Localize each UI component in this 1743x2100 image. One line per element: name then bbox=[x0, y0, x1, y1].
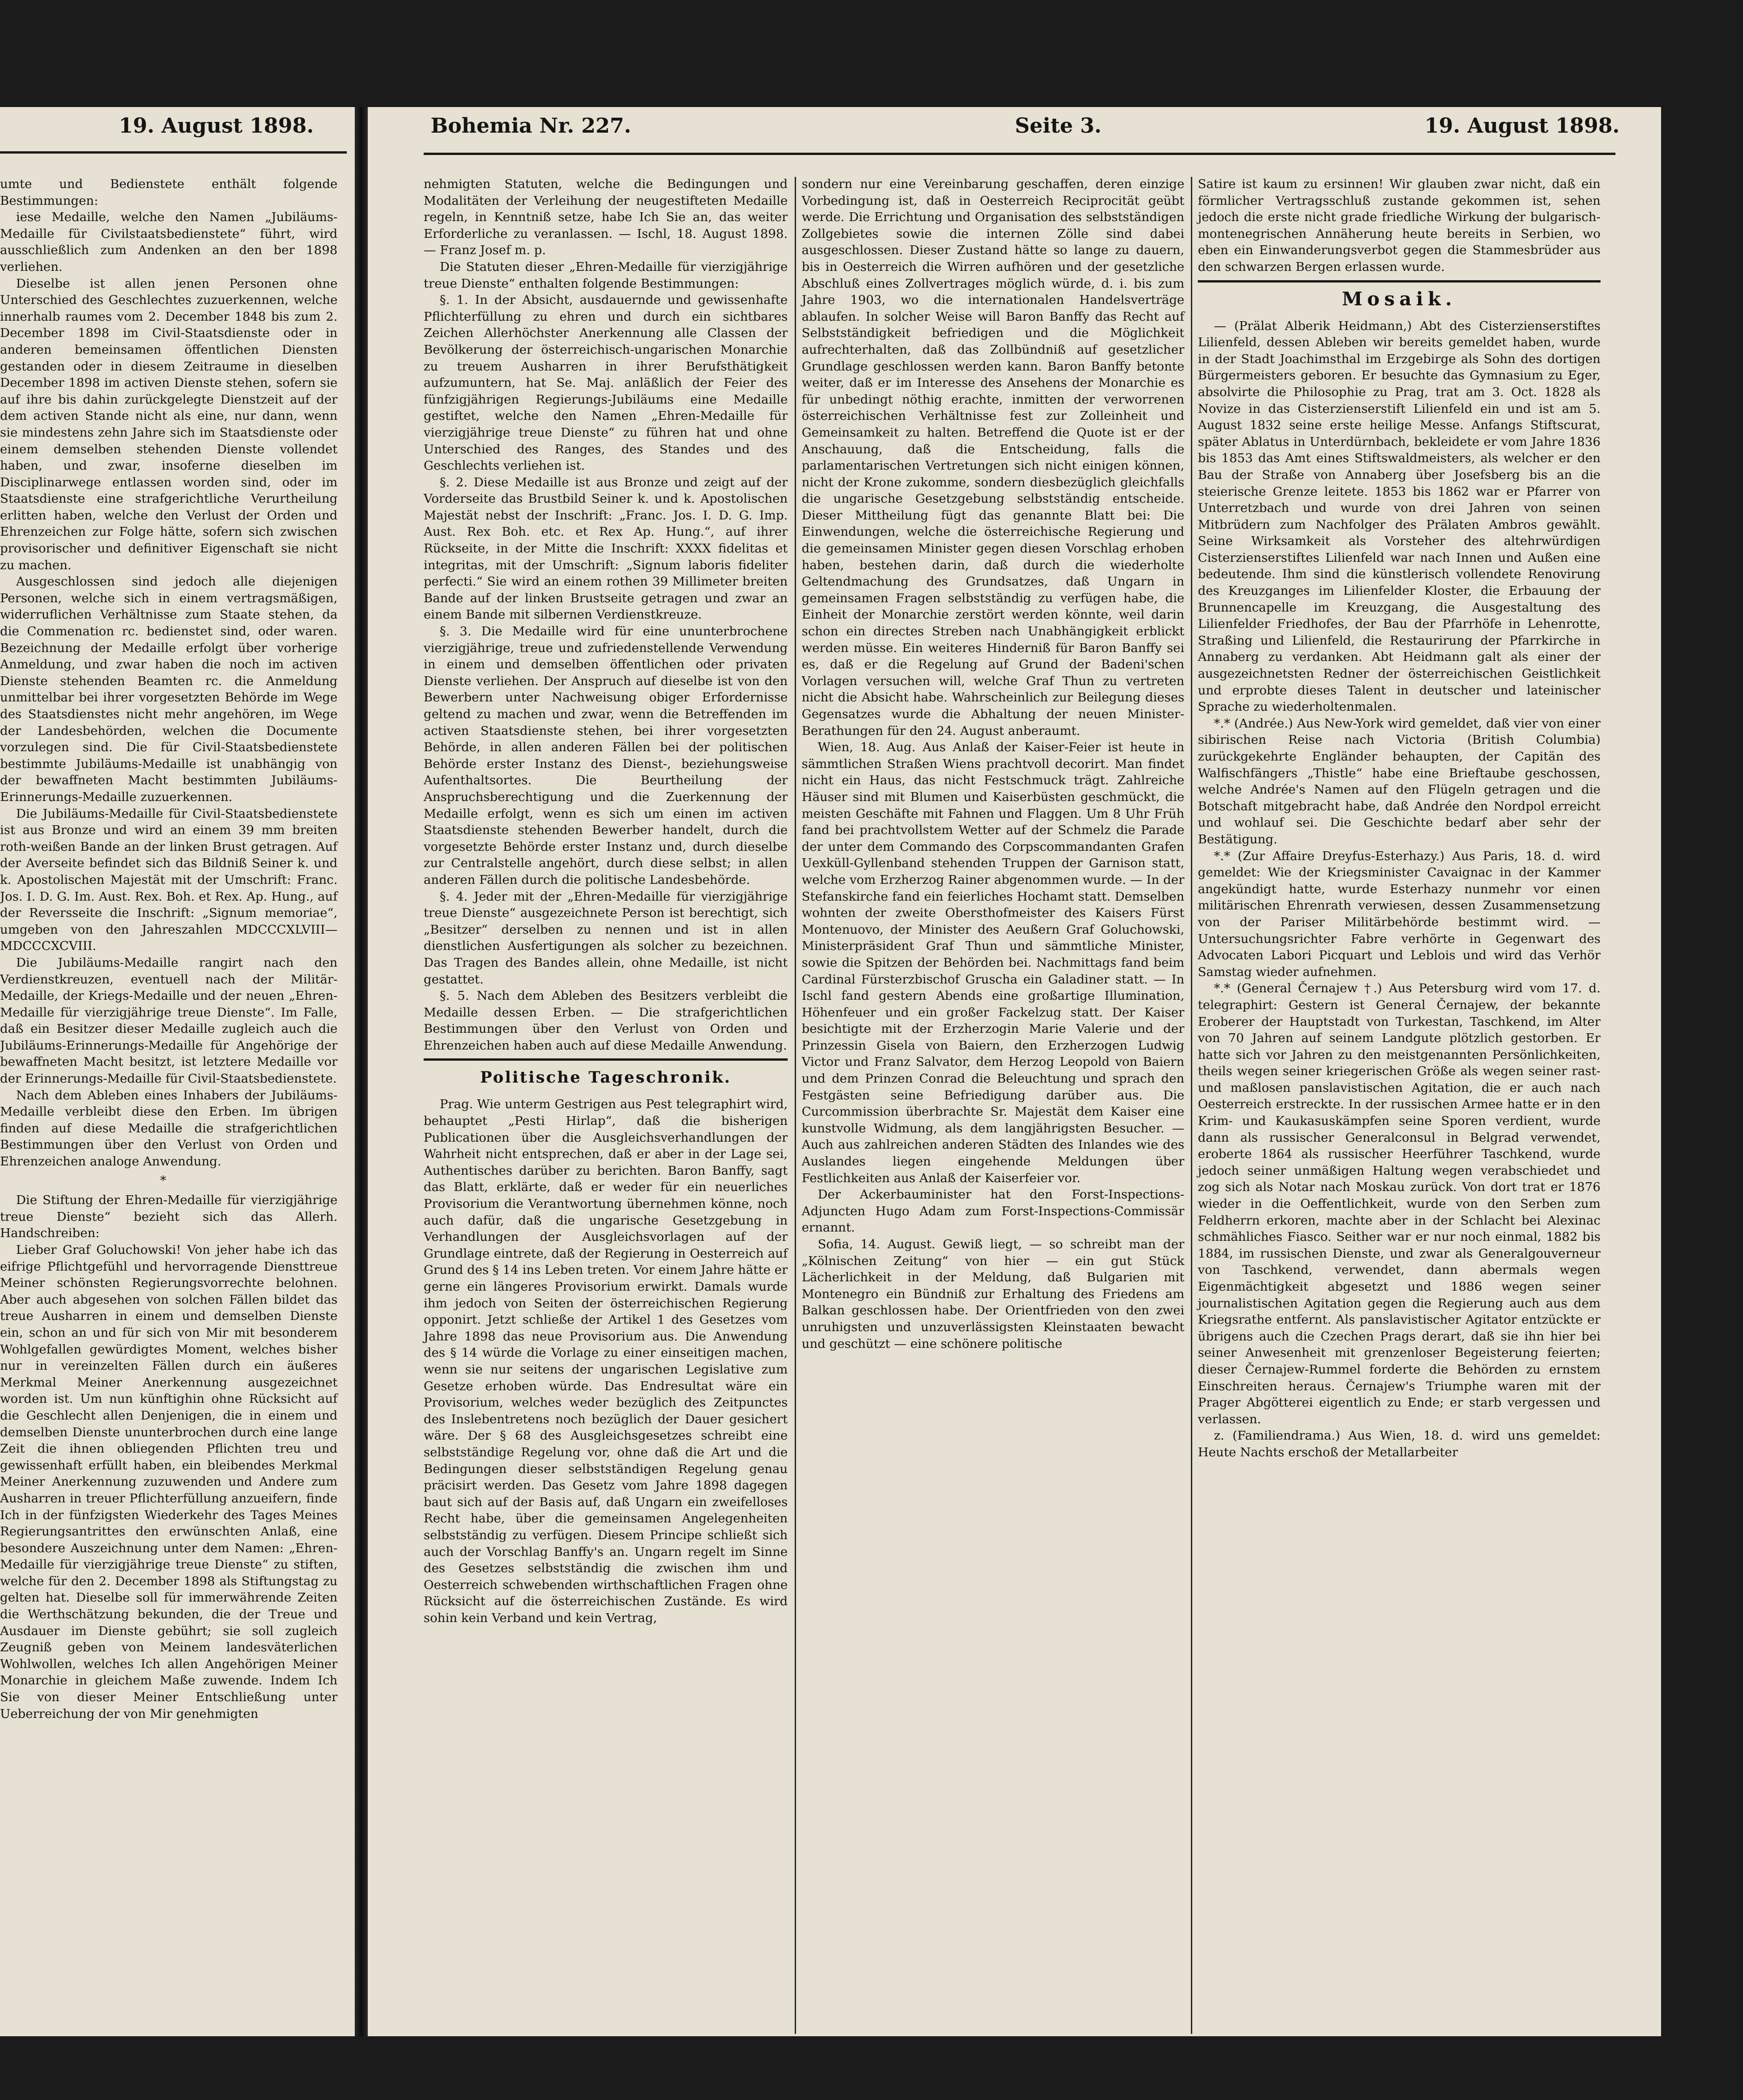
column-rule bbox=[1191, 177, 1192, 2034]
left-header-rule bbox=[0, 151, 347, 154]
header-page-number: Seite 3. bbox=[1015, 114, 1102, 138]
paragraph: Sofia, 14. August. Gewiß liegt, — so schreibt man der „Kölnischen Zeitung“ von hier — ein gut Stück Lächerlichkeit in der Meldung, daß Bulgarien mit Montenegro ein Bündniß zur Erhaltung des Friedens am Balkan geschlossen habe. Der Orientfrieden von den zwei unruhigsten und unzuverlässigsten Kleinstaaten bewacht und geschützt — eine schönere politische bbox=[802, 1237, 1184, 1351]
right-page bbox=[368, 107, 1661, 2036]
header-date: 19. August 1898. bbox=[1425, 114, 1620, 138]
paragraph: §. 2. Diese Medaille ist aus Bronze und zeigt auf der Vorderseite das Brustbild Seiner k. und k. Apostolischen Majestät nebst der Inschrift: „Franc. Jos. I. D. G. Imp. Aust. Rex Boh. etc. et Rex Ap. Hung.“, auf ihrer Rückseite, in der Mitte die Inschrift: XXXX fidelitas et integritas, mit der Umschrift: „Signum laboris fideliter perfecti.“ Sie wird an einem rothen 39 Millimeter breiten Bande auf der linken Brustseite getragen und zwar an einem Bande mit silbernen Verdienstkreuze. bbox=[424, 475, 788, 622]
paragraph: §. 1. In der Absicht, ausdauernde und gewissenhafte Pflichterfüllung zu ehren und durch ein sichtbares Zeichen Allerhöchster Anerkennung alle Classen der Bevölkerung der österreichisch-ungarischen Monarchie zu treuem Ausharren in ihrer Berufsthätigkeit aufzumuntern, hat Se. Maj. anläßlich der Feier des fünfzigjährigen Regierungs-Jubiläums eine Medaille gestiftet, welche den Namen „Ehren-Medaille für vierzigjährige treue Dienste“ zu führen hat und ohne Unterschied des Ranges, des Standes und des Geschlechts verliehen ist. bbox=[424, 293, 788, 473]
paragraph: Prag. Wie unterm Gestrigen aus Pest telegraphirt wird, behauptet „Pesti Hirlap“, daß die bisherigen Publicationen über die Ausgleichsverhandlungen der Wahrheit nicht entsprechen, daß er aber in der Lage sei, Authentisches darüber zu berichten. Baron Banffy, sagt das Blatt, erklärte, daß er weder für ein neuerliches Provisorium die Verantwortung übernehmen könne, noch auch dafür, daß die ungarische Gesetzgebung in Verhandlungen der Ausgleichsvorlagen auf der Grundlage eintrete, daß der Regierung in Oesterreich auf Grund des § 14 ins Leben treten. Vor einem Jahre hätte er gerne ein längeres Provisorium erwirkt. Damals wurde ihm jedoch von Seiten der österreichischen Regierung opponirt. Jetzt schließe der Artikel 1 des Gesetzes vom Jahre 1898 das neue Provisorium aus. Die Anwendung des § 14 würde die Vorlage zu einer einseitigen machen, wenn sie nur seitens der ungarischen Legislative zum Gesetze erhoben würde. Das Endresultat wäre ein Provisorium, welches weder bezüglich des Zeitpunctes des Inslebentretens noch bezüglich der Dauer gesichert wäre. Der § 68 des Ausgleichsgesetzes schreibt eine selbstständige Regelung vor, ohne daß die Art und die Bedingungen dieser selbstständigen Regelung genau präcisirt werden. Das Gesetz vom Jahre 1898 dagegen baut sich auf der Basis auf, daß Ungarn ein zweifelloses Recht habe, über die gemeinsamen Angelegenheiten selbstständig zu verfügen. Diesem Principe schließt sich auch der Vorschlag Banffy's an. Ungarn regelt im Sinne des Gesetzes selbstständig die zwischen ihm und Oesterreich schwebenden wirthschaftlichen Fragen ohne Rücksicht auf die österreichischen Zustände. Es wird sohin kein Verband und kein Vertrag, bbox=[424, 1097, 788, 1625]
paragraph: z. (Familiendrama.) Aus Wien, 18. d. wird uns gemeldet: Heute Nachts erschoß der Metallarbeiter bbox=[1198, 1428, 1601, 1460]
column-1 bbox=[424, 176, 788, 1626]
header-newspaper-issue: Bohemia Nr. 227. bbox=[431, 114, 631, 138]
paragraph: Wien, 18. Aug. Aus Anlaß der Kaiser-Feier ist heute in sämmtlichen Straßen Wiens prachtvoll decorirt. Man findet nicht ein Haus, das nicht Festschmuck trägt. Zahlreiche Häuser sind mit Blumen und Kaiserbüsten geschmückt, die meisten Geschäfte mit Fahnen und Flaggen. Um 8 Uhr Früh fand bei prachtvollstem Wetter auf der Schmelz die Parade der unter dem Commando des Corpscommandanten Grafen Uexküll-Gyllenband stehenden Truppen der Garnison statt, welche vom Erzherzog Rainer abgenommen wurde. — In der Stefanskirche fand ein feierliches Hochamt statt. Demselben wohnten der zweite Obersthofmeister des Kaisers Fürst Montenuovo, der Minister des Aeußern Graf Goluchowski, Ministerpräsident Graf Thun und sämmtliche Minister, sowie die Spitzen der Behörden bei. Nachmittags fand beim Cardinal Fürsterzbischof Gruscha ein Galadiner statt. — In Ischl fand gestern Abends eine großartige Illumination, Höhenfeuer und ein großer Fackelzug statt. Der Kaiser besichtigte mit der Erzherzogin Marie Valerie und der Prinzessin Gisela von Baiern, den Erzherzogen Ludwig Victor und Franz Salvator, dem Herzog Leopold von Baiern und dem Prinzen Conrad die Beleuchtung und sprach den Festgästen seine Befriedigung darüber aus. Die Curcommission überbrachte Sr. Majestät dem Kaiser eine kunstvolle Widmung, als dem langjährigsten Besucher. — Auch aus zahlreichen anderen Städten des Inlandes wie des Auslandes liegen eingehende Meldungen über Festlichkeiten aus Anlaß der Kaiserfeier vor. bbox=[802, 740, 1184, 1185]
left-page bbox=[0, 107, 355, 2036]
paragraph: — (Prälat Alberik Heidmann,) Abt des Cisterzienserstiftes Lilienfeld, dessen Ableben wir bereits gemeldet haben, wurde in der Stadt Joachimsthal im Erzgebirge als Sohn des dortigen Bürgermeisters geboren. Er besuchte das Gymnasium zu Eger, absolvirte die Philosophie zu Prag, trat am 3. Oct. 1828 als Novize in das Cisterzienserstift Lilienfeld ein und ist am 5. August 1832 seine erste heilige Messe. Anfangs Stiftscurat, später Ablatus in Unterdürnbach, bekleidete er vom Jahre 1836 bis 1853 das Amt eines Stiftswaldmeisters, als welcher er den Bau der Straße von Annaberg über Josefsberg bis an die steierische Grenze leitete. 1853 bis 1862 war er Pfarrer von Unterretzbach und wurde von drei Jahren von seinen Mitbrüdern zum Nachfolger des Prälaten Ambros gewählt. Seine Wirksamkeit als Vorsteher des altehrwürdigen Cisterzienserstiftes Lilienfeld war nach Innen und Außen eine bedeutende. Ihm sind die künstlerisch vollendete Renovirung des Kreuzganges im Lilienfelder Kloster, die Erbauung der Brunnencapelle im Kreuzgang, die Ausgestaltung des Lilienfelder Friedhofes, der Bau der Pfarrhöfe in Lehenrotte, Straßing und Lilienfeld, die Restaurirung der Pfarrkirche in Annaberg zu verdanken. Abt Heidmann galt als einer der ausgezeichnetsten Redner der österreichischen Geistlichkeit und erprobte dieses Talent in deutscher und lateinischer Sprache zu wiederholtenmalen. bbox=[1198, 318, 1601, 714]
section-rule bbox=[424, 1058, 788, 1061]
paragraph: nehmigten Statuten, welche die Bedingungen und Modalitäten der Verleihung der neugestifteten Medaille regeln, in Kenntniß setze, habe Ich Sie an, das weiter Erforderliche zu veranlassen. — Ischl, 18. August 1898. — Franz Josef m. p. bbox=[424, 177, 788, 258]
paragraph: Die Statuten dieser „Ehren-Medaille für vierzigjährige treue Dienste“ enthalten folgende Bestimmungen: bbox=[424, 259, 788, 291]
paragraph: Ausgeschlossen sind jedoch alle diejenigen Personen, welche sich in einem vertragsmäßigen, widerruflichen Verhältnisse zum Staate stehen, da die Commenation rc. bedienstet sind, oder waren. Bezeichnung der Medaille erfolgt über vorherige Anmeldung, und zwar haben die noch im activen Dienste stehenden Beamten rc. die Anmeldung unmittelbar bei ihrer vorgesetzten Behörde im Wege des Staatsdienstes nicht mehr angehören, im Wege der Landesbehörden, welchen die Documente vorzulegen sind. Die für Civil-Staatsbedienstete bestimmte Jubiläums-Medaille ist unabhängig von der bewaffneten Macht bestimmten Jubiläums-Erinnerungs-Medaille zuzuerkennen. bbox=[0, 574, 338, 804]
paragraph: §. 5. Nach dem Ableben des Besitzers verbleibt die Medaille dessen Erben. — Die strafgerichtlichen Bestimmungen über den Verlust von Orden und Ehrenzeichen haben auch auf diese Medaille Anwendung. bbox=[424, 989, 788, 1053]
column-2 bbox=[802, 176, 1184, 1352]
paragraph: Der Ackerbauminister hat den Forst-Inspections-Adjuncten Hugo Adam zum Forst-Inspections-Commissär ernannt. bbox=[802, 1187, 1184, 1235]
column-3 bbox=[1198, 176, 1601, 1461]
paragraph: Lieber Graf Goluchowski! Von jeher habe ich das eifrige Pflichtgefühl und hervorragende Diensttreue Meiner schönsten Regierungsvorrechte belohnen. Aber auch abgesehen von solchen Fällen bildet das treue Ausharren in einem und demselben Dienste ein, schon an und für sich von Mir mit besonderem Wohlgefallen gewürdigtes Moment, welches bisher nur in vereinzelten Fällen durch ein äußeres Merkmal Meiner Anerkennung ausgezeichnet worden ist. Um nun künftighin ohne Rücksicht auf die Geschlecht allen Denjenigen, die in einem und demselben Dienste ununterbrochen durch eine lange Zeit die ihnen obliegenden Pflichten treu und gewissenhaft erfüllt haben, ein bleibendes Merkmal Meiner Anerkennung zuzuwenden und Andere zum Ausharren in treuer Pflichterfüllung anzueifern, finde Ich in der fünfzigsten Wiederkehr des Tages Meines Regierungsantrittes den erwünschten Anlaß, eine besondere Auszeichnung unter dem Namen: „Ehren-Medaille für vierzigjährige treue Dienste“ zu stiften, welche für den 2. December 1898 als Stiftungstag zu gelten hat. Dieselbe soll für immerwährende Zeiten die Werthschätzung bekunden, die der Treue und Ausdauer im Dienste gebührt; sie soll zugleich Zeugniß geben von Meinem landesväterlichen Wohlwollen, welches Ich allen Angehörigen Meiner Monarchie in gleichem Maße zuwende. Indem Ich Sie von dieser Meiner Entschließung unter Ueberreichung der von Mir genehmigten bbox=[0, 1243, 338, 1721]
paragraph: *.* (Andrée.) Aus New-York wird gemeldet, daß vier von einer sibirischen Reise nach Victoria (British Columbia) zurückgekehrte Engländer behaupten, der Capitän des Walfischfängers „Thistle“ habe eine Brieftaube geschossen, welche Andrée's Namen auf den Flügeln getragen und die Botschaft mitgebracht habe, daß Andrée den Nordpol erreicht und wohlauf sei. Die Geschichte bedarf aber sehr der Bestätigung. bbox=[1198, 716, 1601, 847]
paragraph: Die Stiftung der Ehren-Medaille für vierzigjährige treue Dienste“ bezieht sich das Allerh. Handschreiben: bbox=[0, 1193, 338, 1241]
paragraph: Satire ist kaum zu ersinnen! Wir glauben zwar nicht, daß ein förmlicher Vertragsschluß zustande gekommen ist, sehen jedoch die erste nicht grade friedliche Wirkung der bulgarisch-montenegrischen Annäherung heute bereits in Serbien, wo eben ein Einwanderungsverbot gegen die Stammesbrüder aus den schwarzen Bergen erlassen wurde. bbox=[1198, 177, 1601, 274]
header-rule bbox=[424, 153, 1615, 155]
section-rule bbox=[1198, 280, 1601, 283]
paragraph: §. 4. Jeder mit der „Ehren-Medaille für vierzigjährige treue Dienste“ ausgezeichnete Person ist berechtigt, sich „Besitzer“ derselben zu nennen und ist in allen dienstlichen Ausfertigungen als solcher zu bezeichnen. Das Tragen des Bandes allein, ohne Medaille, ist nicht gestattet. bbox=[424, 889, 788, 987]
paragraph: Die Jubiläums-Medaille für Civil-Staatsbedienstete ist aus Bronze und wird an einem 39 mm breiten roth-weißen Bande an der linken Brust getragen. Auf der Averseite befindet sich das Bildniß Seiner k. und k. Apostolischen Majestät mit der Umschrift: Franc. Jos. I. D. G. Im. Aust. Rex. Boh. et Rex. Ap. Hung., auf der Reversseite die Inschrift: „Signum memoriae“, umgeben von den Jahreszahlen MDCCCXLVIII—MDCCCXCVIII. bbox=[0, 806, 338, 954]
left-page-column bbox=[0, 176, 338, 1722]
separator-asterisk: * bbox=[160, 1173, 177, 1188]
paragraph: Dieselbe ist allen jenen Personen ohne Unterschied des Geschlechtes zuzuerkennen, welche innerhalb raumes vom 2. December 1848 bis zum 2. December 1898 im Civil-Staatsdienste oder in anderen bemeinsamen öffentlichen Diensten gestanden oder in diesem Zeitraume in dieselben December 1898 im activen Dienste stehen, sofern sie auf ihre bis dahin zurückgelegte Dienstzeit auf der dem activen Stande nicht als eine, nur dann, wenn sie mindestens zehn Jahre sich im Staatsdienste oder einem demselben stehenden Dienste vollendet haben, und zwar, insoferne dieselben im Disciplinarwege entlassen worden sind, oder im Staatsdienste eine strafgerichtliche Verurtheilung erlitten haben, welche den Verlust der Orden und Ehrenzeichen zur Folge hätte, sofern sich zwischen provisorischer und definitiver Eigenschaft sie nicht zu machen. bbox=[0, 276, 338, 572]
paragraph: Nach dem Ableben eines Inhabers der Jubiläums-Medaille verbleibt diese den Erben. Im übrigen finden auf diese Medaille die strafgerichtlichen Bestimmungen über den Verlust von Orden und Ehrenzeichen analoge Anwendung. bbox=[0, 1088, 338, 1169]
paragraph: iese Medaille, welche den Namen „Jubiläums-Medaille für Civilstaatsbedienstete“ führt, wird ausschließlich zum Andenken an den ber 1898 verliehen. bbox=[0, 210, 338, 274]
paragraph: *.* (Zur Affaire Dreyfus-Esterhazy.) Aus Paris, 18. d. wird gemeldet: Wie der Kriegsminister Cavaignac in der Kammer angekündigt hatte, wurde Esterhazy nunmehr vor einen militärischen Ehrenrath verwiesen, dessen Zusammensetzung von der Pariser Militärbehörde bestimmt wird. — Untersuchungsrichter Fabre verhörte in Gegenwart des Advocaten Labori Picquart und Leblois und wird das Verhör Samstag wieder aufnehmen. bbox=[1198, 848, 1601, 979]
paragraph: Die Jubiläums-Medaille rangirt nach den Verdienstkreuzen, eventuell nach der Militär-Medaille, der Kriegs-Medaille und der neuen „Ehren-Medaille für vierzigjährige treue Dienste“. Im Falle, daß ein Besitzer dieser Medaille zugleich auch die Jubiläums-Erinnerungs-Medaille für Angehörige der bewaffneten Macht besitzt, ist letztere Medaille vor der Erinnerungs-Medaille für Civil-Staatsbedienstete. bbox=[0, 955, 338, 1086]
section-title-mosaik: Mosaik. bbox=[1342, 288, 1457, 310]
page-gutter bbox=[355, 107, 368, 2036]
section-title-politische-tageschronik: Politische Tageschronik. bbox=[480, 1068, 731, 1087]
paragraph: §. 3. Die Medaille wird für eine ununterbrochene vierzigjährige, treue und zufriedenstellende Verwendung in einem und demselben öffentlichen oder privaten Dienste verliehen. Der Anspruch auf dieselbe ist von den Bewerbern unter Nachweisung obiger Erfordernisse geltend zu machen und zwar, wenn die Betreffenden im activen Staatsdienste stehen, bei ihrer vorgesetzten Behörde, in allen anderen Fällen bei der politischen Behörde erster Instanz des Dienst-, beziehungsweise Aufenthaltsortes. Die Beurtheilung der Anspruchsberechtigung und die Zuerkennung der Medaille erfolgt, wenn es sich um einen im activen Staatsdienste stehenden Bewerber handelt, durch die vorgesetzte Behörde erster Instanz und, durch dieselbe zur Centralstelle angehört, durch diese selbst; in allen anderen Fällen durch die politische Landesbehörde. bbox=[424, 624, 788, 887]
left-page-header-date: 19. August 1898. bbox=[119, 114, 314, 138]
paragraph: *.* (General Černajew †.) Aus Petersburg wird vom 17. d. telegraphirt: Gestern ist General Černajew, der bekannte Eroberer der Hauptstadt von Turkestan, Taschkend, im Alter von 70 Jahren auf seinem Landgute plötzlich gestorben. Er hatte sich vor Jahren zu den meistgenannten Persönlichkeiten, theils wegen seiner kriegerischen Größe als wegen seiner rast- und maßlosen panslavistischen Agitation, die er auch nach Oesterreich erstreckte. In der russischen Armee hatte er in den Krim- und Kaukasuskämpfen seine Sporen verdient, wurde dann als russischer Generalconsul in Belgrad verwendet, eroberte 1864 als russischer Heerführer Taschkend, wurde jedoch seiner unmäßigen Haltung wegen verabschiedet und zog sich als Notar nach Moskau zurück. Von dort trat er 1876 wieder in die Oeffentlichkeit, wurde von den Serben zum Feldherrn erkoren, machte aber in der Schlacht bei Alexinac schmähliches Fiasco. Seither war er nur noch einmal, 1882 bis 1884, im russischen Dienste, und zwar als Generalgouverneur von Taschkend, verwendet, dann abermals wegen Eigenmächtigkeit abgesetzt und 1886 wegen seiner journalistischen Agitation gegen die Regierung auch aus dem Kriegsrathe entfernt. Als panslavistischer Agitator entzückte er übrigens auch die Czechen Prags derart, daß sie ihn hier bei seiner Anwesenheit mit grenzenloser Begeisterung feierten; dieser Černajew-Rummel forderte die Behörden zu ernstem Einschreiten heraus. Černajew's Triumphe waren mit der Prager Abgötterei eigentlich zu Ende; er starb vergessen und verlassen. bbox=[1198, 981, 1601, 1427]
paragraph: umte und Bedienstete enthält folgende Bestimmungen: bbox=[0, 177, 338, 208]
paragraph: sondern nur eine Vereinbarung geschaffen, deren einzige Vorbedingung ist, daß in Oesterreich Reciprocität geübt werde. Die Errichtung und Organisation des selbstständigen Zollgebietes sowie die internen Zölle sind dabei ausgeschlossen. Dieser Zustand hätte so lange zu dauern, bis in Oesterreich die Wirren aufhören und der gesetzliche Abschluß eines Zollvertrages möglich würde, d. i. bis zum Jahre 1903, wo die internationalen Handelsverträge ablaufen. In solcher Weise will Baron Banffy das Recht auf Selbstständigkeit befriedigen und die Möglichkeit aufrechterhalten, daß das Zollbündniß auf gesetzlicher Grundlage geschlossen werden kann. Baron Banffy betonte weiter, daß er im Interesse des Ansehens der Monarchie es für unbedingt nöthig erachte, inmitten der verworrenen österreichischen Verhältnisse fest zur Zolleinheit und Gemeinsamkeit zu halten. Betreffend die Quote ist er der Anschauung, daß die Entscheidung, falls die parlamentarischen Vertretungen sich nicht einigen können, nicht der Krone zukomme, sondern diesbezüglich gleichfalls die ungarische Gesetzgebung selbstständig entscheide. Dieser Mittheilung fügt das genannte Blatt bei: Die Einwendungen, welche die österreichische Regierung und die gemeinsamen Minister gegen diesen Vorschlag erhoben haben, bestehen darin, daß durch die wiederholte Geltendmachung des Grundsatzes, daß Ungarn in gemeinsamen Fragen selbstständig zu verfügen habe, die Einheit der Monarchie zerstört werden könnte, weil darin schon ein directes Streben nach Unabhängigkeit erblickt werden müsse. Ein weiteres Hinderniß für Baron Banffy sei es, daß er die Regelung auf Grund der Badeni'schen Vorlagen versuchen will, welche Graf Thun zu vertreten nicht die Absicht habe. Wahrscheinlich zur Beilegung dieses Gegensatzes wurde die Abhaltung der neuen Minister-Berathungen für den 24. August anberaumt. bbox=[802, 177, 1184, 738]
column-rule bbox=[795, 177, 796, 2034]
